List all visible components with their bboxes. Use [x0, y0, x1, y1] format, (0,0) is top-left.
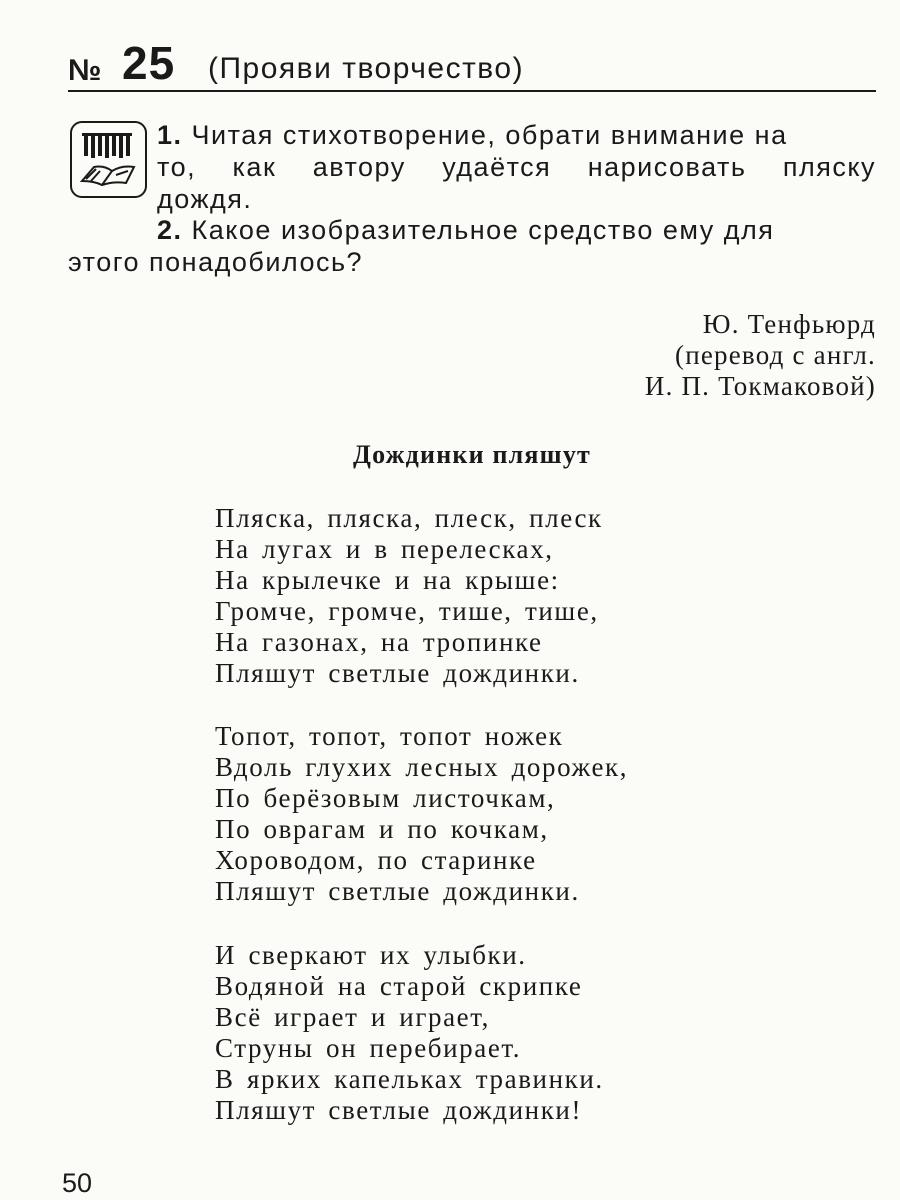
poem-line: По оврагам и по кочкам, — [215, 814, 549, 844]
poem-line: Пляска, пляска, плеск, плеск — [215, 503, 603, 533]
poem-line: И сверкают их улыбки. — [215, 940, 527, 970]
poem-line: Хороводом, по старинке — [215, 845, 537, 875]
poem-author: Ю. Тенфьюрд — [702, 309, 876, 339]
poem-line: Водяной на старой скрипке — [215, 971, 583, 1001]
poem-line: Вдоль глухих лесных дорожек, — [215, 752, 629, 782]
header-divider — [68, 90, 876, 92]
question-2-number: 2. — [157, 215, 183, 245]
question-1-line-2: то, как автору удаётся нарисовать пляску — [157, 152, 876, 182]
number-sign: № — [68, 54, 102, 87]
question-1-line-1 — [157, 119, 788, 151]
poem-line: На газонах, на тропинке — [215, 627, 543, 657]
question-1-text-1: Читая стихотворение, обрати внимание на — [191, 120, 788, 150]
exercise-subtitle: (Прояви творчество) — [208, 52, 525, 85]
poem-line: Струны он перебирает. — [215, 1033, 522, 1063]
poem-line: Пляшут светлые дождинки. — [215, 876, 580, 906]
question-1-line-3: дождя. — [157, 184, 253, 214]
question-2-text-1: Какое изобразительное средство ему для — [191, 215, 775, 245]
page-number: 50 — [62, 1168, 93, 1198]
translation-note-line-1: (перевод с англ. — [675, 340, 876, 370]
question-2-line-2: этого понадобилось? — [68, 247, 364, 277]
question-1-number: 1. — [157, 120, 183, 150]
poem-title: Дождинки пляшут — [352, 440, 592, 469]
question-2-line-1 — [157, 214, 774, 246]
poem-line: На крылечке и на крыше: — [215, 565, 560, 595]
translation-note-line-2: И. П. Токмаковой) — [644, 371, 876, 401]
poem-line: Громче, громче, тише, тише, — [215, 596, 599, 626]
exercise-header — [68, 34, 876, 92]
poem-line: Пляшут светлые дождинки. — [215, 658, 580, 688]
poem-line: Пляшут светлые дождинки! — [215, 1095, 583, 1125]
poem-line: Всё играет и играет, — [215, 1002, 490, 1032]
open-book-reading-icon — [70, 121, 147, 198]
poem-line: По берёзовым листочкам, — [215, 783, 556, 813]
poem-line: На лугах и в перелесках, — [215, 534, 554, 564]
poem-line: Топот, топот, топот ножек — [215, 721, 564, 751]
exercise-number: 25 — [122, 37, 176, 89]
poem-line: В ярких капельках травинки. — [215, 1064, 604, 1094]
